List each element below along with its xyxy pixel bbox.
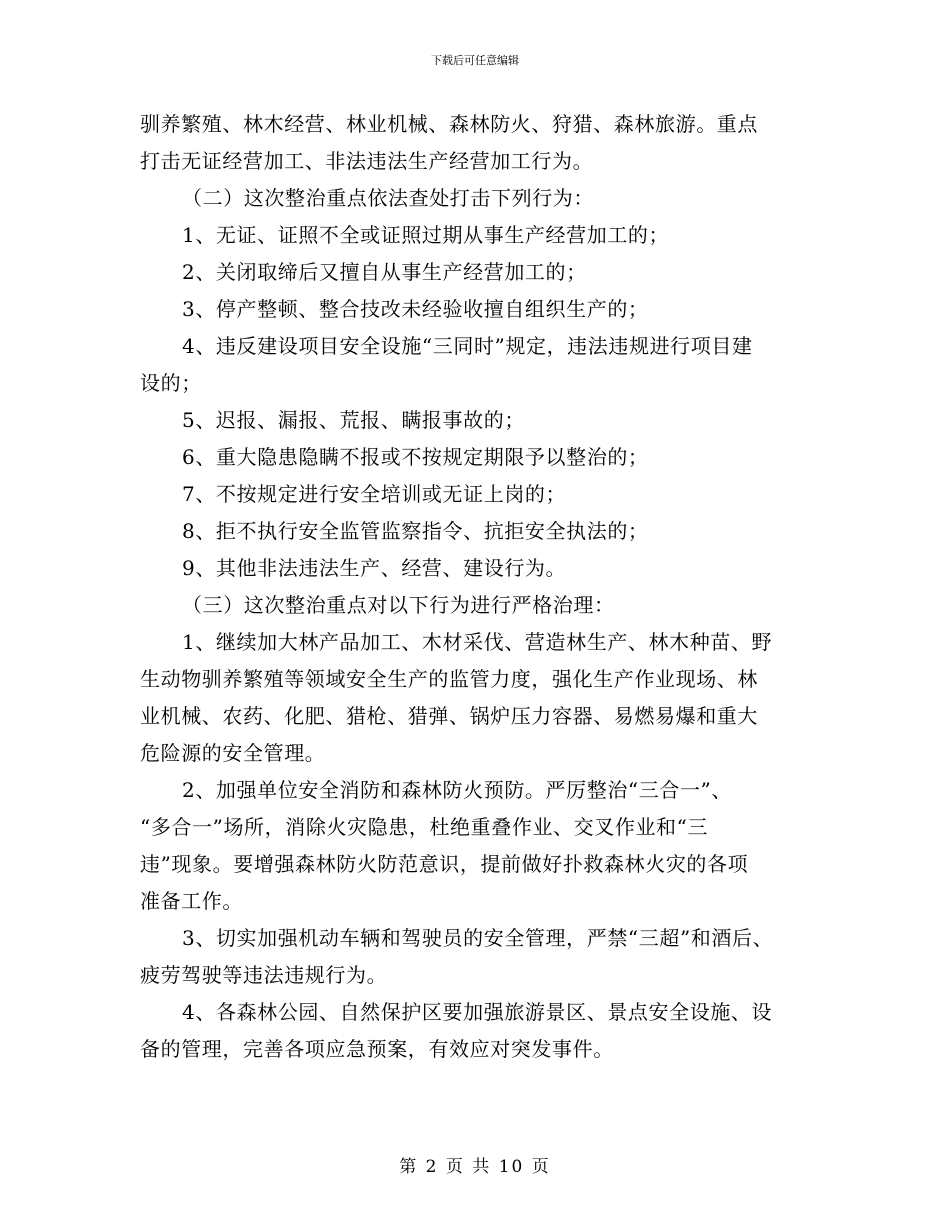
body-line: 2、关闭取缔后又擅自从事生产经营加工的； (182, 260, 587, 284)
body-line: 驯养繁殖、林木经营、林业机械、森林防火、狩猎、森林旅游。重点 (140, 112, 758, 136)
body-line: 违”现象。要增强森林防火防范意识，提前做好扑救森林火灾的各项 (140, 852, 749, 876)
body-line: 危险源的安全管理。 (140, 741, 326, 765)
body-line: 业机械、农药、化肥、猎枪、猎弹、锅炉压力容器、易燃易爆和重大 (140, 704, 758, 728)
body-line: 4、各森林公园、自然保护区要加强旅游景区、景点安全设施、设 (182, 1000, 773, 1024)
body-line: 备的管理，完善各项应急预案，有效应对突发事件。 (140, 1037, 614, 1061)
body-line: 6、重大隐患隐瞒不报或不按规定期限予以整治的； (182, 445, 649, 469)
page-header: 下载后可任意编辑 (431, 54, 519, 67)
body-line: “多合一”场所，消除火灾隐患，杜绝重叠作业、交叉作业和“三 (140, 815, 709, 839)
document-body (140, 106, 820, 1068)
body-line: 2、加强单位安全消防和森林防火预防。严厉整治“三合一”、 (182, 778, 732, 802)
body-line: 9、其他非法违法生产、经营、建设行为。 (182, 556, 567, 580)
body-line: 4、违反建设项目安全设施“三同时”规定，违法违规进行项目建 (182, 334, 753, 358)
body-line: 疲劳驾驶等违法违规行为。 (140, 963, 388, 987)
body-line: 8、拒不执行安全监管监察指令、抗拒安全执法的； (182, 519, 649, 543)
body-line: 3、切实加强机动车辆和驾驶员的安全管理，严禁“三超”和酒后、 (182, 926, 774, 950)
body-line: （二）这次整治重点依法查处打击下列行为： (182, 186, 594, 210)
body-line: 设的； (140, 371, 202, 395)
body-line: 3、停产整顿、整合技改未经验收擅自组织生产的； (182, 297, 649, 321)
body-line: 1、继续加大林产品加工、木材采伐、营造林生产、林木种苗、野 (182, 630, 773, 654)
body-line: 准备工作。 (140, 889, 243, 913)
page-footer: 第 2 页 共 10 页 (399, 1157, 551, 1177)
body-line: 打击无证经营加工、非法违法生产经营加工行为。 (140, 149, 594, 173)
body-line: （三）这次整治重点对以下行为进行严格治理： (182, 593, 615, 617)
body-line: 1、无证、证照不全或证照过期从事生产经营加工的； (182, 223, 670, 247)
body-line: 生动物驯养繁殖等领域安全生产的监管力度，强化生产作业现场、林 (140, 667, 758, 691)
body-line: 7、不按规定进行安全培训或无证上岗的； (182, 482, 567, 506)
body-line: 5、迟报、漏报、荒报、瞒报事故的； (182, 408, 525, 432)
